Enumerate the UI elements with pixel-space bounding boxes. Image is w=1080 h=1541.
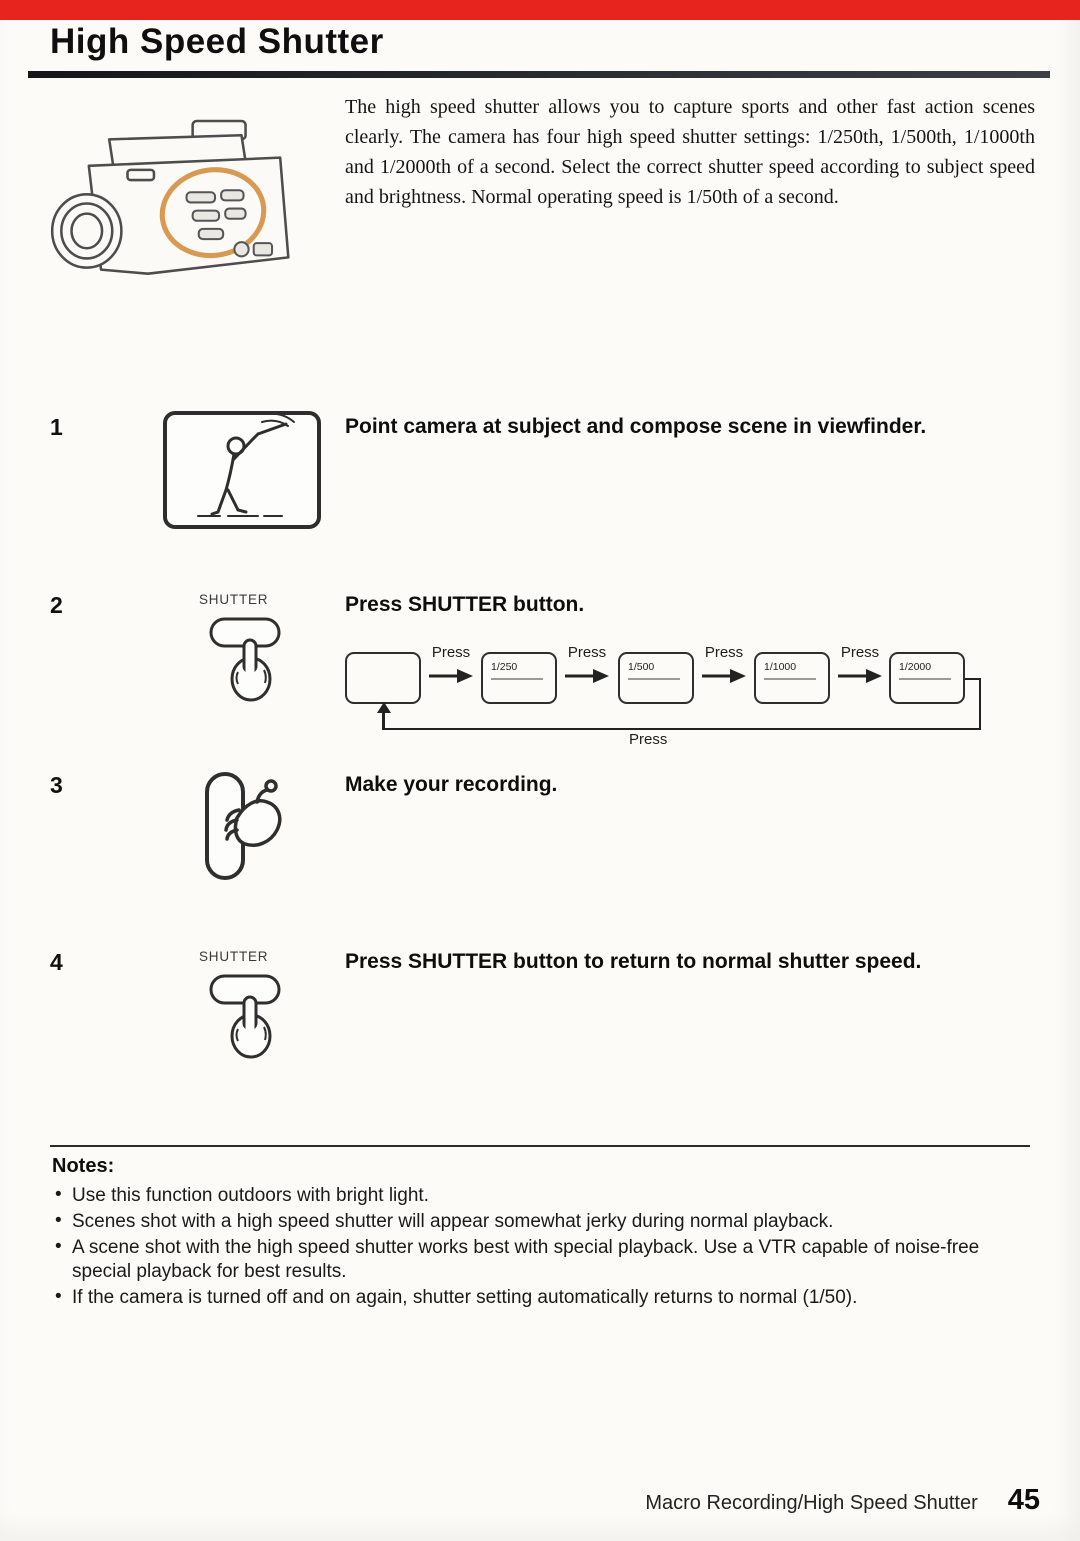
display-line <box>491 678 543 680</box>
camcorder-illustration-icon <box>42 98 327 313</box>
loop-line-bottom <box>382 728 981 731</box>
up-arrow-icon <box>377 702 391 713</box>
press-label: Press <box>431 644 471 661</box>
shutter-press-hand-icon <box>206 969 290 1065</box>
step-number-4: 4 <box>50 949 63 975</box>
press-label: Press <box>840 644 880 661</box>
note-item: • Scenes shot with a high speed shutter will appear somewhat jerky during normal playback. <box>52 1210 1037 1233</box>
page-footer <box>0 1484 1040 1517</box>
shutter-speed-label: 1/1000 <box>764 661 797 673</box>
title-rule <box>28 71 1050 78</box>
step-heading-4: Press SHUTTER button to return to normal shutter speed. <box>345 950 922 973</box>
step-number-1: 1 <box>50 414 63 440</box>
flow-box-2000 <box>889 652 965 704</box>
shutter-speed-label: 1/500 <box>628 661 655 673</box>
display-line <box>899 678 951 680</box>
display-line <box>628 678 680 680</box>
step-number-2: 2 <box>50 592 63 618</box>
step-heading-1: Point camera at subject and compose scene in viewfinder. <box>345 415 927 438</box>
shutter-button-label: SHUTTER <box>199 949 269 964</box>
flow-box-normal <box>345 652 421 704</box>
press-label-return: Press <box>629 731 668 748</box>
step-heading-2: Press SHUTTER button. <box>345 593 585 616</box>
flow-box-1000 <box>754 652 830 704</box>
page-title: High Speed Shutter <box>50 22 384 61</box>
note-item: • A scene shot with the high speed shutter works best with special playback. Use a VTR capable of noise-free special playback for best results. <box>52 1236 1037 1282</box>
top-red-bar <box>0 0 1080 20</box>
display-line <box>764 678 816 680</box>
shutter-button-label: SHUTTER <box>199 592 269 607</box>
loop-line-right <box>965 678 981 730</box>
recording-hand-icon <box>193 766 293 891</box>
press-label: Press <box>704 644 744 661</box>
shutter-speed-flow-diagram <box>345 640 990 758</box>
loop-line-left <box>382 710 385 730</box>
right-arrow-icon <box>565 669 609 683</box>
press-label: Press <box>567 644 607 661</box>
step-heading-3: Make your recording. <box>345 773 558 796</box>
footer-section-label: Macro Recording/High Speed Shutter <box>645 1492 978 1514</box>
page-number: 45 <box>1007 1484 1040 1516</box>
flow-connector <box>558 644 616 683</box>
shutter-press-hand-icon <box>206 612 290 708</box>
note-item: • Use this function outdoors with bright light. <box>52 1184 1037 1207</box>
viewfinder-golfer-icon <box>162 410 322 530</box>
notes-heading: Notes: <box>52 1155 115 1177</box>
right-arrow-icon <box>429 669 473 683</box>
intro-paragraph: The high speed shutter allows you to capture sports and other fast action scenes clearly. The camera has four high speed shutter settings: 1/250th, 1/500th, 1/1000th and 1/2000th of a second. Select the correct shutter speed according to subject speed and brightness. Normal operating speed is 1/50th of a second. <box>345 96 1035 208</box>
shutter-speed-label: 1/2000 <box>899 661 932 673</box>
right-arrow-icon <box>838 669 882 683</box>
notes-divider <box>50 1145 1030 1147</box>
shutter-speed-label: 1/250 <box>491 661 518 673</box>
note-item: • If the camera is turned off and on again, shutter setting automatically returns to normal (1/50). <box>52 1286 1037 1309</box>
right-arrow-icon <box>702 669 746 683</box>
flow-connector <box>422 644 480 683</box>
step-number-3: 3 <box>50 772 63 798</box>
flow-connector <box>695 644 753 683</box>
notes-list <box>52 1184 1037 1312</box>
flow-connector <box>831 644 889 683</box>
flow-box-500 <box>618 652 694 704</box>
flow-box-250 <box>481 652 557 704</box>
